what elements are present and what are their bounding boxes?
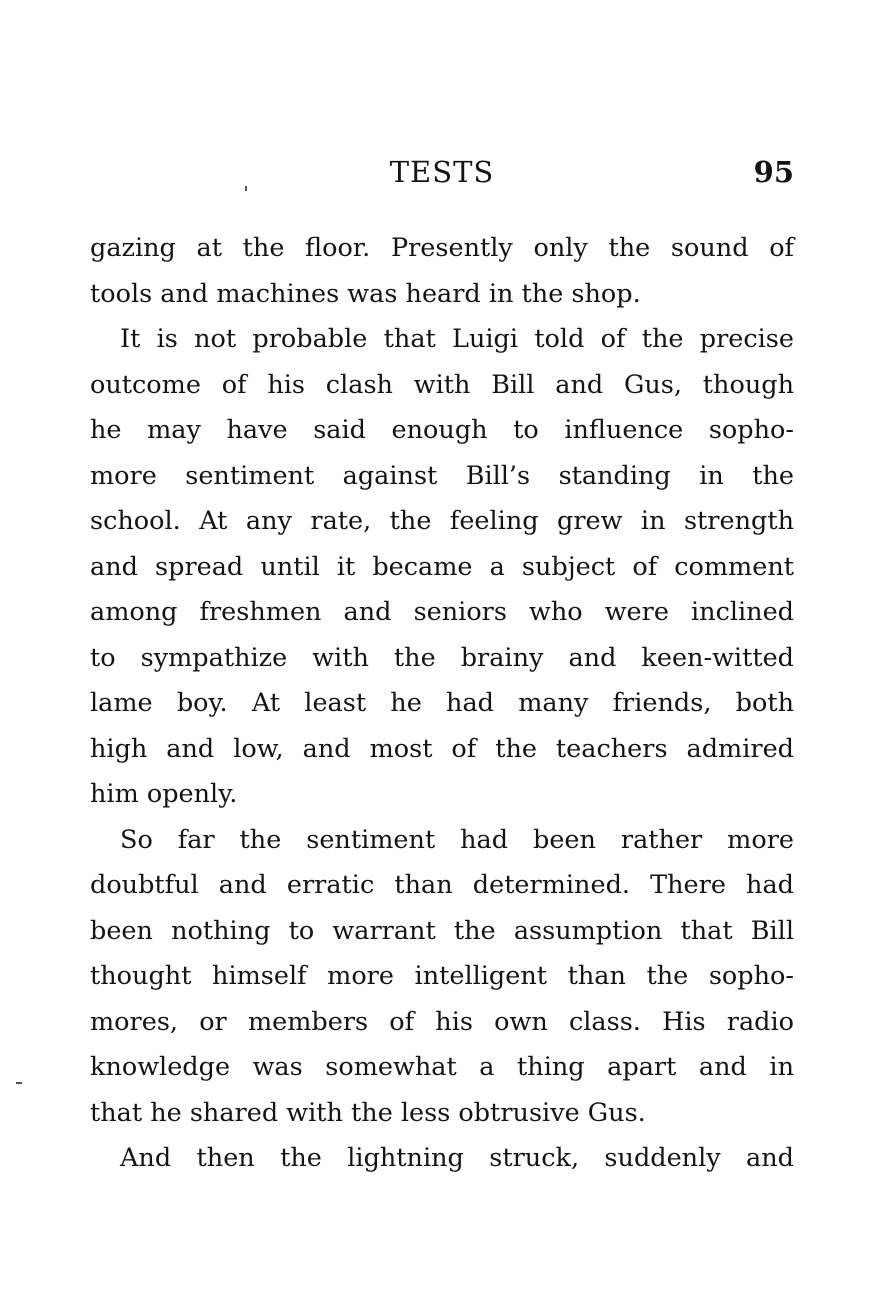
text-line: and spread until it became a subject of comment (90, 551, 794, 582)
print-speck (245, 186, 247, 191)
text-line: lame boy. At least he had many friends, both (90, 688, 794, 718)
text-line: gazing at the floor. Presently only the sound of (90, 233, 794, 263)
text-line: school. At any rate, the feeling grew in strength (90, 506, 794, 536)
text-line: thought himself more intelligent than the sopho- (90, 961, 794, 991)
text-line: that he shared with the less obtrusive Gus. (90, 1097, 646, 1128)
paragraph-3 (90, 818, 794, 1137)
text-line: It is not probable that Luigi told of the precise (120, 324, 794, 354)
text-line: among freshmen and seniors who were inclined (90, 597, 794, 627)
running-head (90, 152, 794, 192)
text-line: knowledge was somewhat a thing apart and in (90, 1052, 794, 1082)
print-speck (16, 1082, 22, 1084)
paragraph-4 (90, 1136, 794, 1182)
text-line: tools and machines was heard in the shop. (90, 278, 641, 309)
text-line: to sympathize with the brainy and keen-witted (90, 642, 794, 673)
text-line: high and low, and most of the teachers admired (90, 733, 794, 764)
text-line: outcome of his clash with Bill and Gus, though (90, 369, 794, 400)
text-line: he may have said enough to influence sopho- (90, 415, 794, 445)
text-line: And then the lightning struck, suddenly and (120, 1143, 794, 1173)
text-line: So far the sentiment had been rather more (120, 824, 794, 855)
paragraph-1 (90, 226, 794, 317)
text-line: him openly. (90, 779, 238, 809)
text-line: been nothing to warrant the assumption that Bill (90, 915, 794, 946)
text-line: doubtful and erratic than determined. There had (90, 870, 794, 900)
text-line: mores, or members of his own class. His radio (90, 1006, 794, 1037)
page-number: 95 (753, 155, 794, 189)
body-text (90, 226, 794, 1182)
paragraph-2 (90, 317, 794, 818)
running-head-title: TESTS (389, 155, 495, 189)
text-line: more sentiment against Bill’s standing in the (90, 460, 794, 491)
